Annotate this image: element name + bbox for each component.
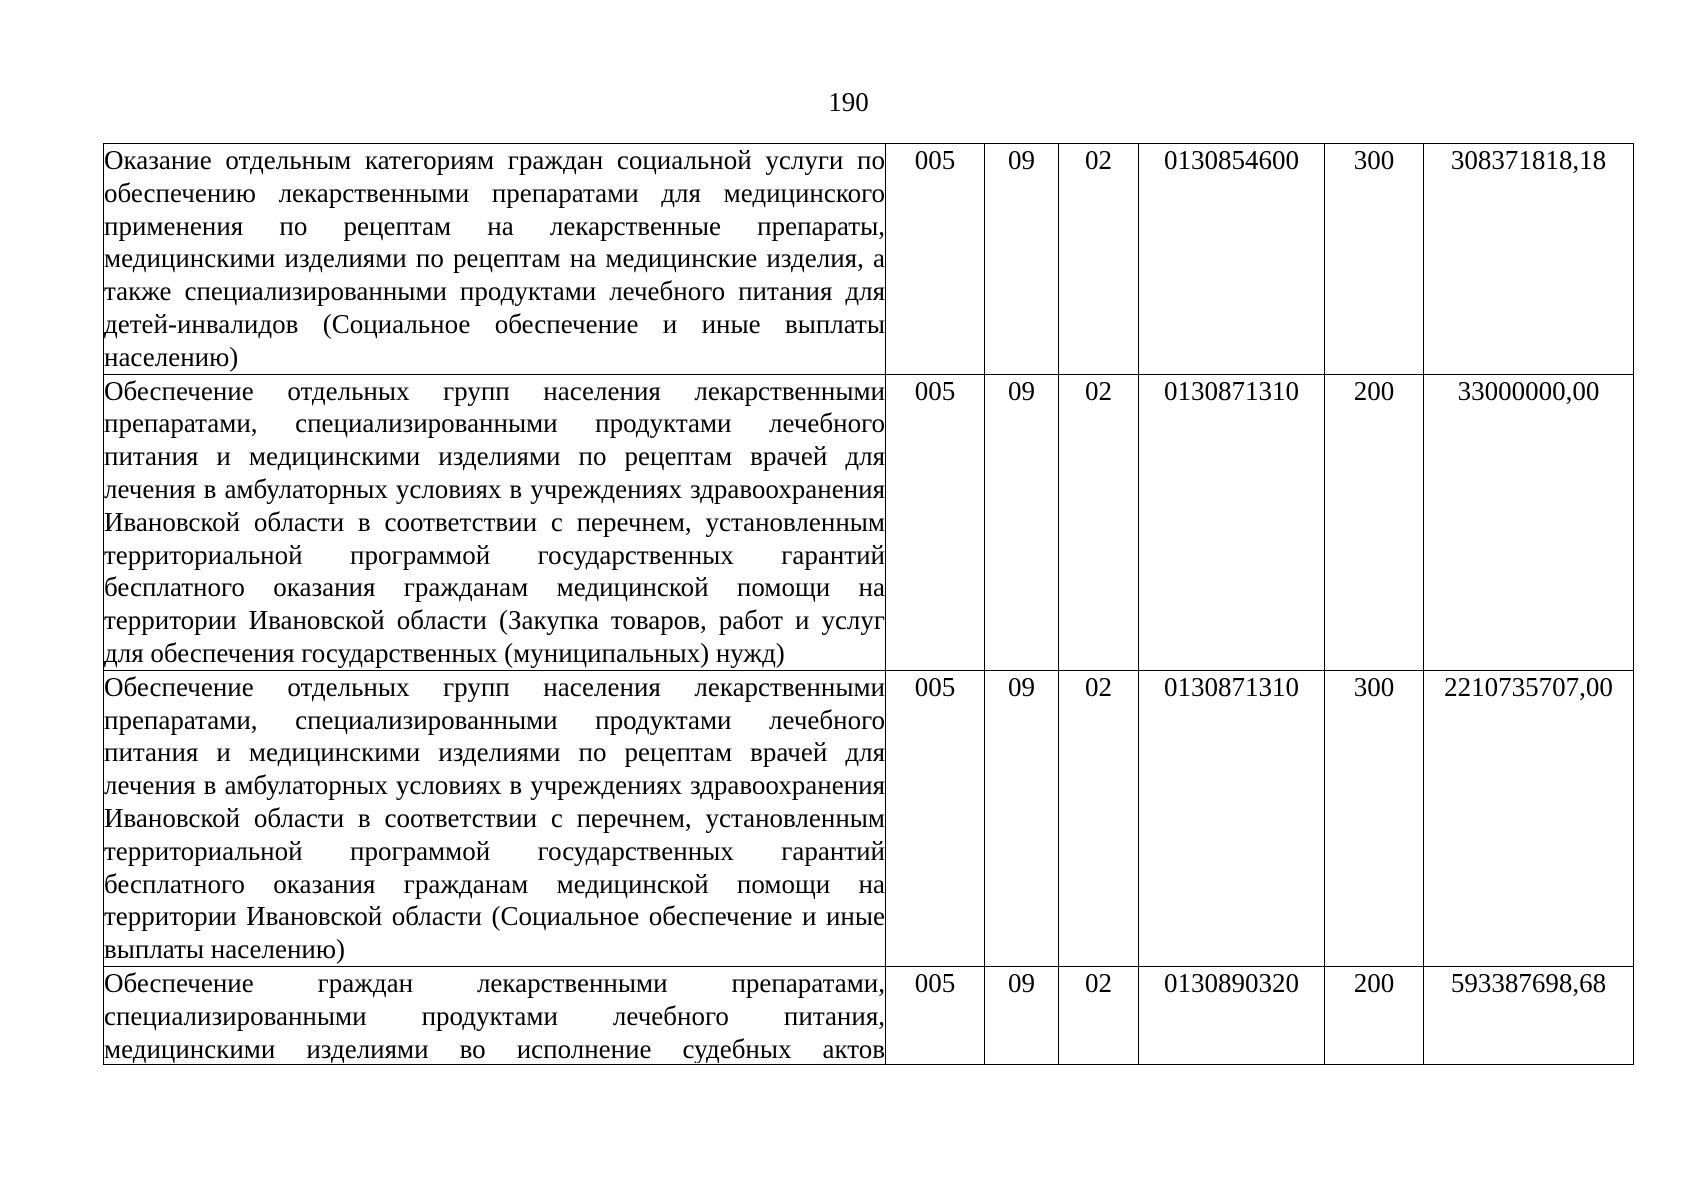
target-article-code: 0130871310 [1139, 670, 1325, 966]
subsection-code: 02 [1059, 374, 1139, 670]
page-number: 190 [828, 87, 869, 117]
section-code: 09 [985, 670, 1059, 966]
row-description: Обеспечение отдельных групп населения лекарственными препаратами, специализированными продуктами лечебного питания и медицинскими изделиями по рецептам врачей для лечения в амбулаторных условиях в учреждениях здравоохранения Ивановской области в соответствии с перечнем, установленным территориальной программой государственных гарантий бесплатного оказания гражданам медицинской помощи на территории Ивановской области (Закупка товаров, работ и услуг для обеспечения государственных (муниципальных) нужд) [104, 375, 885, 668]
subsection-code: 02 [1059, 144, 1139, 375]
row-description-cell [104, 144, 886, 375]
table-row [104, 966, 1634, 1064]
expense-type-code: 300 [1325, 144, 1424, 375]
row-description: Оказание отдельным категориям граждан социальной услуги по обеспечению лекарственными препаратами для медицинского применения по рецептам на лекарственные препараты, медицинскими изделиями по рецептам на медицинские изделия, а также специализированными продуктами лечебного питания для детей-инвалидов (Социальное обеспечение и иные выплаты населению) [104, 145, 885, 372]
table-row [104, 670, 1634, 966]
row-description: Обеспечение граждан лекарственными препаратами, специализированными продуктами лечебного питания, медицинскими изделиями во исполнение судебных актов [104, 967, 885, 1063]
expense-type-code: 300 [1325, 670, 1424, 966]
ministry-code: 005 [886, 670, 985, 966]
ministry-code: 005 [886, 966, 985, 1064]
table-row [104, 144, 1634, 375]
subsection-code: 02 [1059, 670, 1139, 966]
target-article-code: 0130854600 [1139, 144, 1325, 375]
amount: 2210735707,00 [1424, 670, 1634, 966]
row-description-cell [104, 670, 886, 966]
row-description-cell [104, 966, 886, 1064]
amount: 593387698,68 [1424, 966, 1634, 1064]
section-code: 09 [985, 374, 1059, 670]
amount: 308371818,18 [1424, 144, 1634, 375]
expense-type-code: 200 [1325, 966, 1424, 1064]
budget-table [103, 143, 1634, 1065]
ministry-code: 005 [886, 144, 985, 375]
section-code: 09 [985, 144, 1059, 375]
target-article-code: 0130890320 [1139, 966, 1325, 1064]
amount: 33000000,00 [1424, 374, 1634, 670]
ministry-code: 005 [886, 374, 985, 670]
row-description: Обеспечение отдельных групп населения лекарственными препаратами, специализированными продуктами лечебного питания и медицинскими изделиями по рецептам врачей для лечения в амбулаторных условиях в учреждениях здравоохранения Ивановской области в соответствии с перечнем, установленным территориальной программой государственных гарантий бесплатного оказания гражданам медицинской помощи на территории Ивановской области (Социальное обеспечение и иные выплаты населению) [104, 671, 885, 965]
row-description-cell [104, 374, 886, 670]
target-article-code: 0130871310 [1139, 374, 1325, 670]
subsection-code: 02 [1059, 966, 1139, 1064]
section-code: 09 [985, 966, 1059, 1064]
table-row [104, 374, 1634, 670]
expense-type-code: 200 [1325, 374, 1424, 670]
